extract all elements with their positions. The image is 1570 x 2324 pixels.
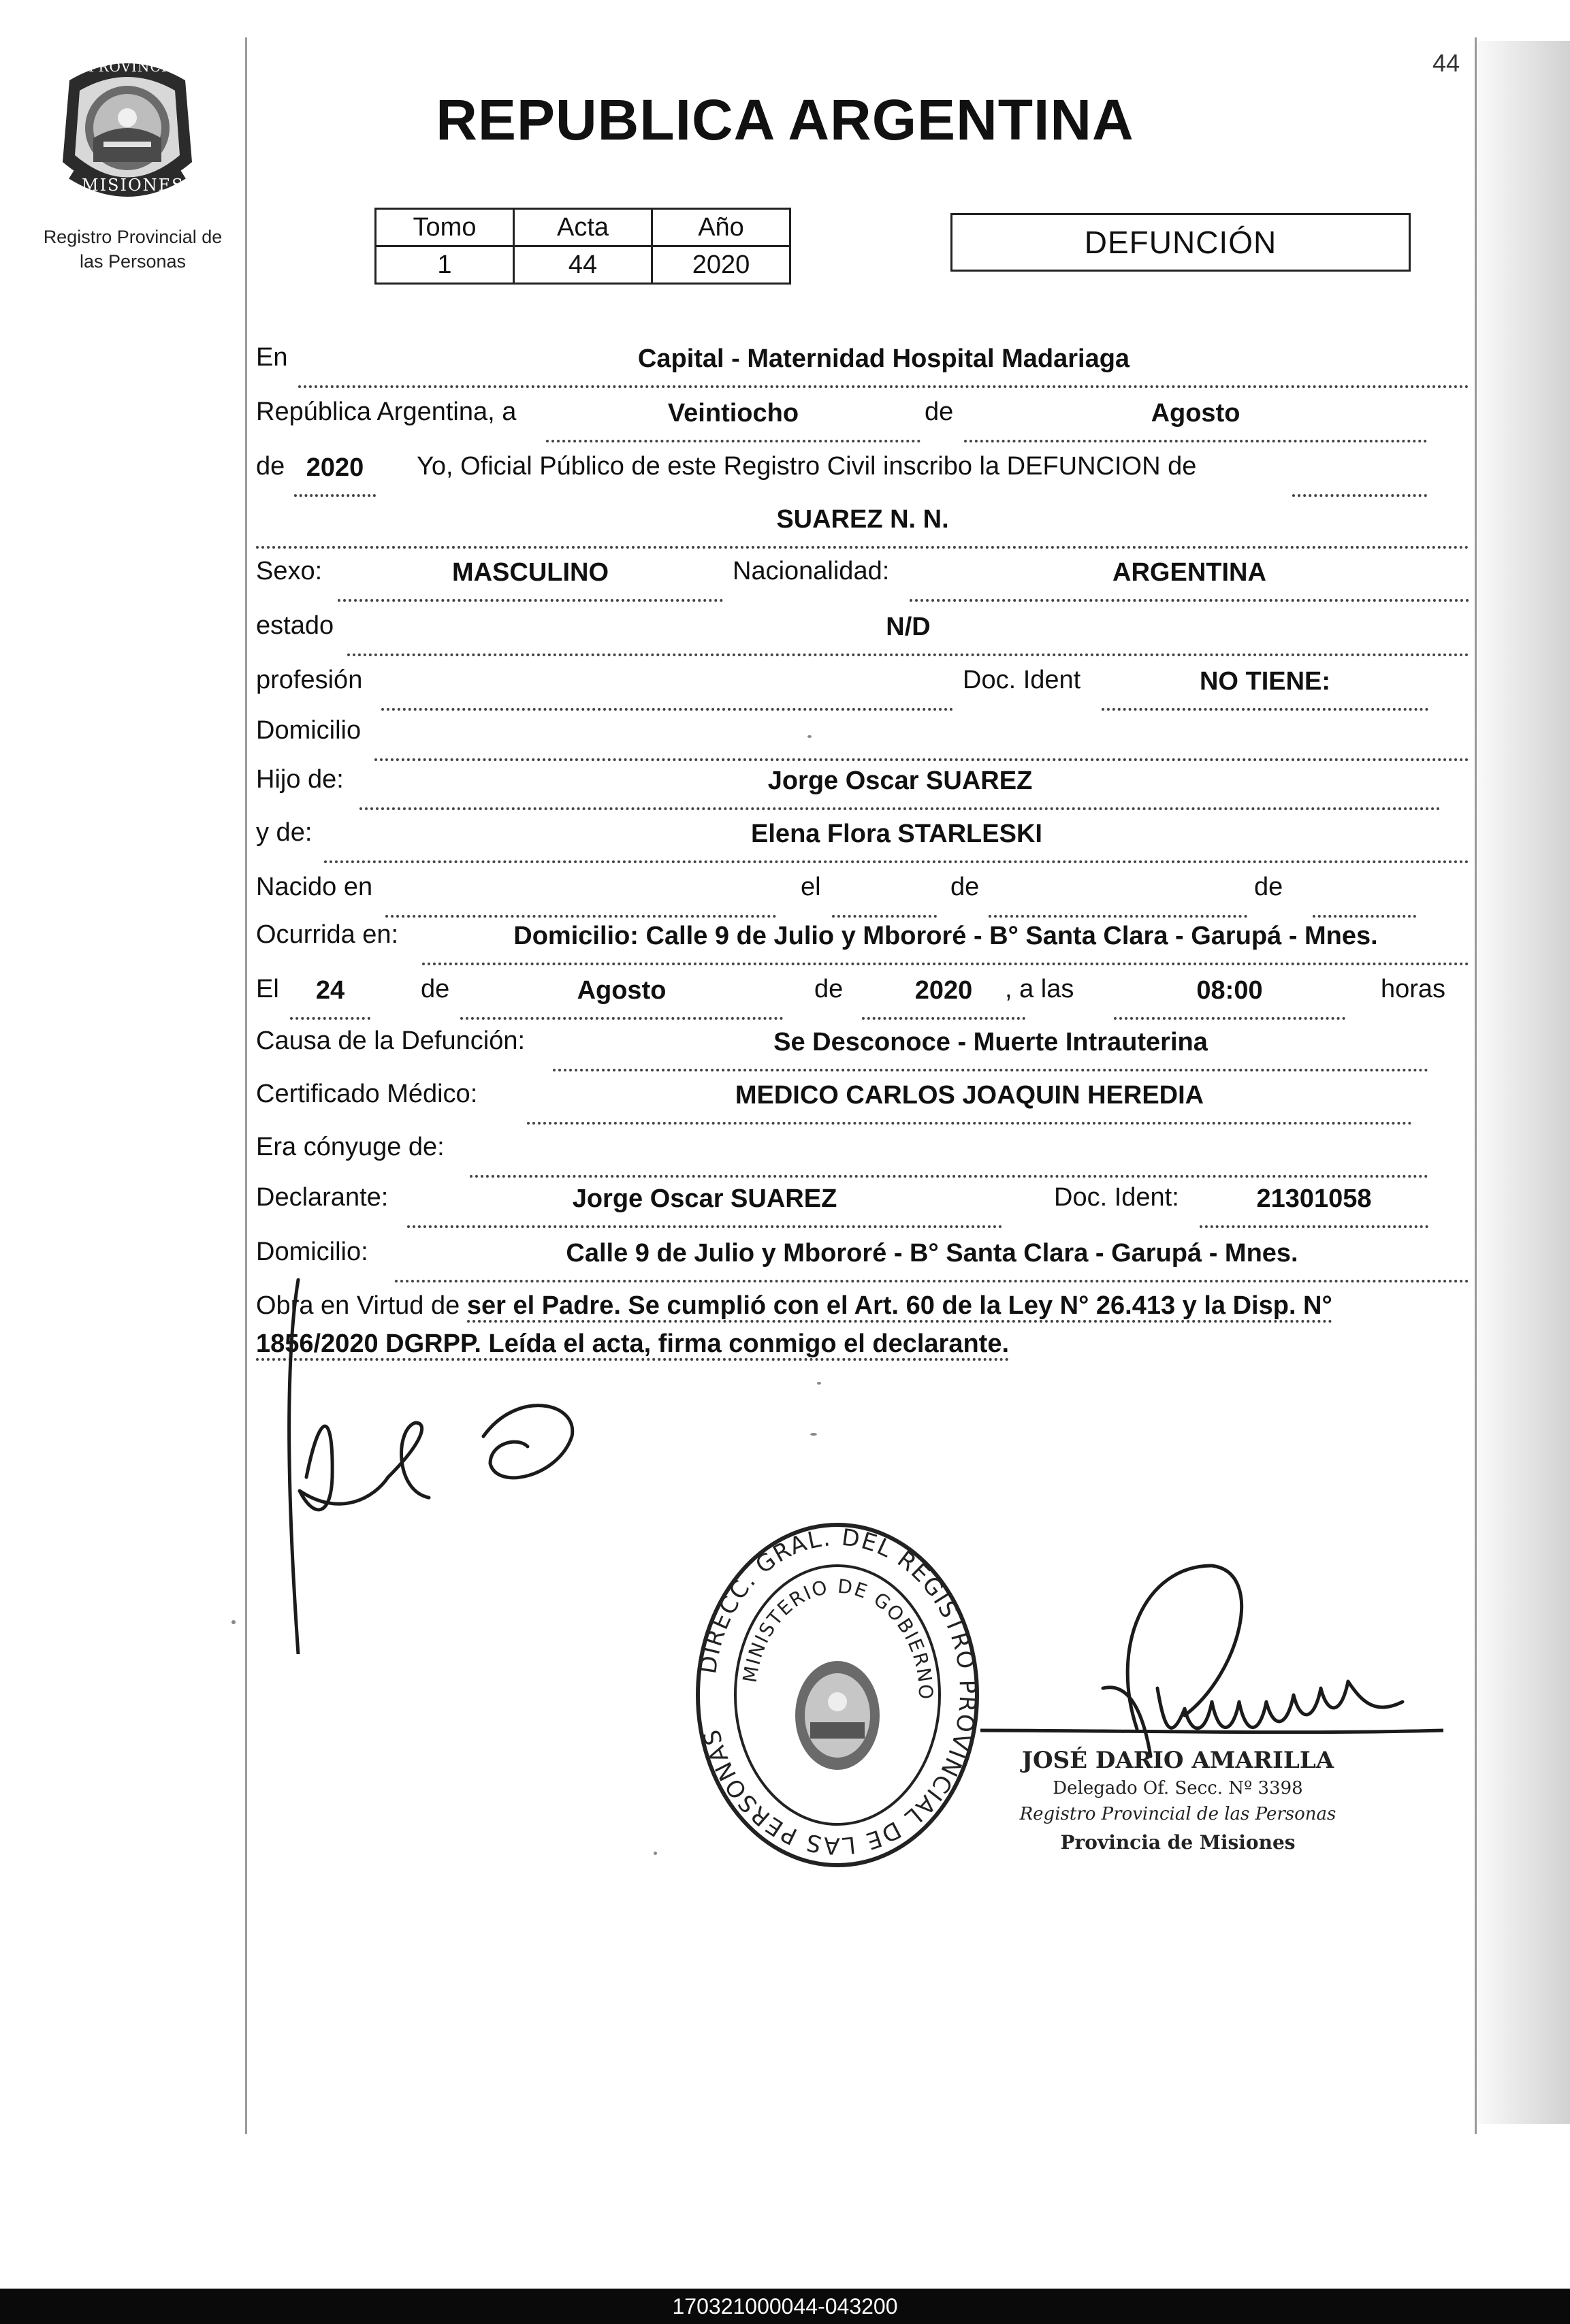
official-line4: Provincia de Misiones	[1060, 1831, 1296, 1854]
fecha-anio-field: 2020	[862, 975, 1025, 1020]
oficial-statement: Yo, Oficial Público de este Registro Civil inscribo la DEFUNCION de	[417, 452, 1197, 481]
y-de-label: y de:	[256, 818, 313, 847]
official-name: JOSÉ DARIO AMARILLA	[1021, 1747, 1334, 1774]
official-line3: Registro Provincial de las Personas	[1019, 1804, 1336, 1824]
stamp-emblem-icon	[795, 1661, 880, 1770]
registry-caption-line1: Registro Provincial de	[43, 227, 223, 247]
nacido-en-label: Nacido en	[256, 873, 373, 901]
declarante-field: Jorge Oscar SUAREZ	[407, 1183, 1002, 1228]
row-lugar	[256, 343, 1468, 391]
row-estado	[256, 611, 1468, 659]
sexo-label: Sexo:	[256, 557, 323, 585]
row-certificado	[256, 1080, 1468, 1127]
estado-field: N/D	[347, 611, 1469, 656]
row-oficial	[256, 452, 1468, 500]
el-label: el	[801, 873, 821, 901]
profesion-field	[381, 666, 953, 711]
page-title: REPUBLICA ARGENTINA	[436, 88, 1134, 152]
row-sexo	[256, 557, 1468, 604]
official-line2: Delegado Of. Secc. Nº 3398	[1053, 1778, 1303, 1798]
ocurrida-en-label: Ocurrida en:	[256, 920, 399, 949]
ocurrida-en-field: Domicilio: Calle 9 de Julio y Mbororé - B° Santa Clara - Garupá - Mnes.	[422, 920, 1469, 965]
tomo-acta-anio-table	[374, 208, 791, 285]
dia-texto-field: Veintiocho	[546, 398, 920, 442]
declarante-doc-label: Doc. Ident:	[1054, 1183, 1179, 1212]
el-cap-label: El	[256, 975, 279, 1003]
domicilio2-label: Domicilio:	[256, 1238, 368, 1266]
fecha-de-label-2: de	[814, 975, 844, 1003]
nacionalidad-label: Nacionalidad:	[733, 557, 890, 585]
obra-line2: 1856/2020 DGRPP. Leída el acta, firma conmigo el declarante.	[256, 1329, 1009, 1361]
row-causa	[256, 1027, 1468, 1074]
scan-speck	[654, 1852, 657, 1855]
nacido-dia-field	[832, 873, 937, 918]
registry-caption-line2: las Personas	[79, 251, 187, 272]
nacionalidad-field: ARGENTINA	[910, 557, 1469, 602]
fecha-mes-field: Agosto	[460, 975, 783, 1020]
table-value-anio: 2020	[652, 246, 790, 284]
obra-label: Obra en Virtud de	[256, 1291, 460, 1320]
document-type-box: DEFUNCIÓN	[950, 213, 1411, 272]
registry-caption	[20, 225, 245, 274]
de-label-2: de	[256, 452, 285, 481]
row-padre	[256, 765, 1468, 813]
republica-label: República Argentina, a	[256, 398, 517, 426]
declarante-signature	[259, 1273, 613, 1654]
row-declarante	[256, 1183, 1468, 1231]
nacido-mes-field	[989, 873, 1247, 918]
declarante-label: Declarante:	[256, 1183, 389, 1212]
nacido-lugar-field	[385, 873, 776, 918]
en-label: En	[256, 343, 288, 372]
scan-speck	[231, 1620, 236, 1624]
scan-speck	[810, 1433, 817, 1436]
a-las-label: , a las	[1005, 975, 1074, 1003]
row-conyuge	[256, 1133, 1468, 1180]
scan-speck	[817, 1382, 821, 1385]
mes-texto-field: Agosto	[964, 398, 1427, 442]
causa-label: Causa de la Defunción:	[256, 1027, 526, 1055]
nacido-anio-field	[1313, 873, 1416, 918]
horas-label: horas	[1381, 975, 1446, 1003]
row-fecha-defuncion	[256, 975, 1468, 1022]
domicilio-label: Domicilio	[256, 716, 362, 745]
stamp-inner-text: MINISTERIO DE GOBIERNO	[738, 1575, 938, 1701]
table-header-tomo: Tomo	[376, 209, 514, 246]
certificado-label: Certificado Médico:	[256, 1080, 478, 1108]
defuncion-de-blank	[1292, 452, 1427, 497]
nacido-de-label-1: de	[950, 873, 980, 901]
scan-shadow	[1476, 41, 1570, 2124]
padre-field: Jorge Oscar SUAREZ	[359, 765, 1441, 810]
causa-field: Se Desconoce - Muerte Intrauterina	[553, 1027, 1428, 1071]
row-nacido	[256, 873, 1468, 920]
row-ocurrida	[256, 920, 1468, 968]
obra-line1: ser el Padre. Se cumplió con el Art. 60 de la Ley N° 26.413 y la Disp. N°	[467, 1291, 1332, 1323]
domicilio2-field: Calle 9 de Julio y Mbororé - B° Santa Clara - Garupá - Mnes.	[395, 1238, 1469, 1282]
nacido-de-label-2: de	[1254, 873, 1283, 901]
logo-text-top: PROVINCIA DE	[89, 59, 206, 75]
nombre-fallecido-field: SUAREZ N. N.	[256, 504, 1469, 549]
official-stamp	[688, 1511, 987, 1879]
certificado-field: MEDICO CARLOS JOAQUIN HEREDIA	[527, 1080, 1412, 1125]
row-nombre	[256, 504, 1468, 551]
conyuge-label: Era cónyuge de:	[256, 1133, 445, 1161]
row-domicilio	[256, 716, 1468, 764]
logo-text-bottom: MISIONES	[82, 176, 185, 195]
doc-ident-label: Doc. Ident	[963, 666, 1081, 694]
hora-field: 08:00	[1114, 975, 1345, 1020]
fecha-de-label-1: de	[421, 975, 450, 1003]
row-profesion	[256, 666, 1468, 713]
page-number: 44	[1432, 49, 1460, 77]
table-value-acta: 44	[514, 246, 652, 284]
scan-speck	[807, 735, 812, 738]
profesion-label: profesión	[256, 666, 363, 694]
madre-field: Elena Flora STARLESKI	[324, 818, 1469, 863]
row-madre	[256, 818, 1468, 866]
left-margin-line	[245, 37, 247, 2134]
table-header-acta: Acta	[514, 209, 652, 246]
de-label: de	[925, 398, 954, 426]
domicilio-field	[374, 716, 1469, 761]
table-value-tomo: 1	[376, 246, 514, 284]
barcode-footer: 170321000044-043200	[0, 2289, 1570, 2324]
stamp-outer-text: DIRECC. GRAL. DEL REGISTRO PROVINCIAL DE LAS PERSONAS	[694, 1523, 982, 1860]
conyuge-field	[470, 1133, 1428, 1178]
lugar-field: Capital - Maternidad Hospital Madariaga	[298, 343, 1469, 388]
anio-field: 2020	[294, 452, 376, 497]
hijo-de-label: Hijo de:	[256, 765, 344, 794]
sexo-field: MASCULINO	[338, 557, 723, 602]
table-header-anio: Año	[652, 209, 790, 246]
fecha-dia-field: 24	[290, 975, 370, 1020]
declarante-doc-field: 21301058	[1200, 1183, 1428, 1228]
estado-label: estado	[256, 611, 334, 640]
doc-ident-field: NO TIENE:	[1102, 666, 1428, 711]
row-fecha-inscripcion	[256, 398, 1468, 445]
